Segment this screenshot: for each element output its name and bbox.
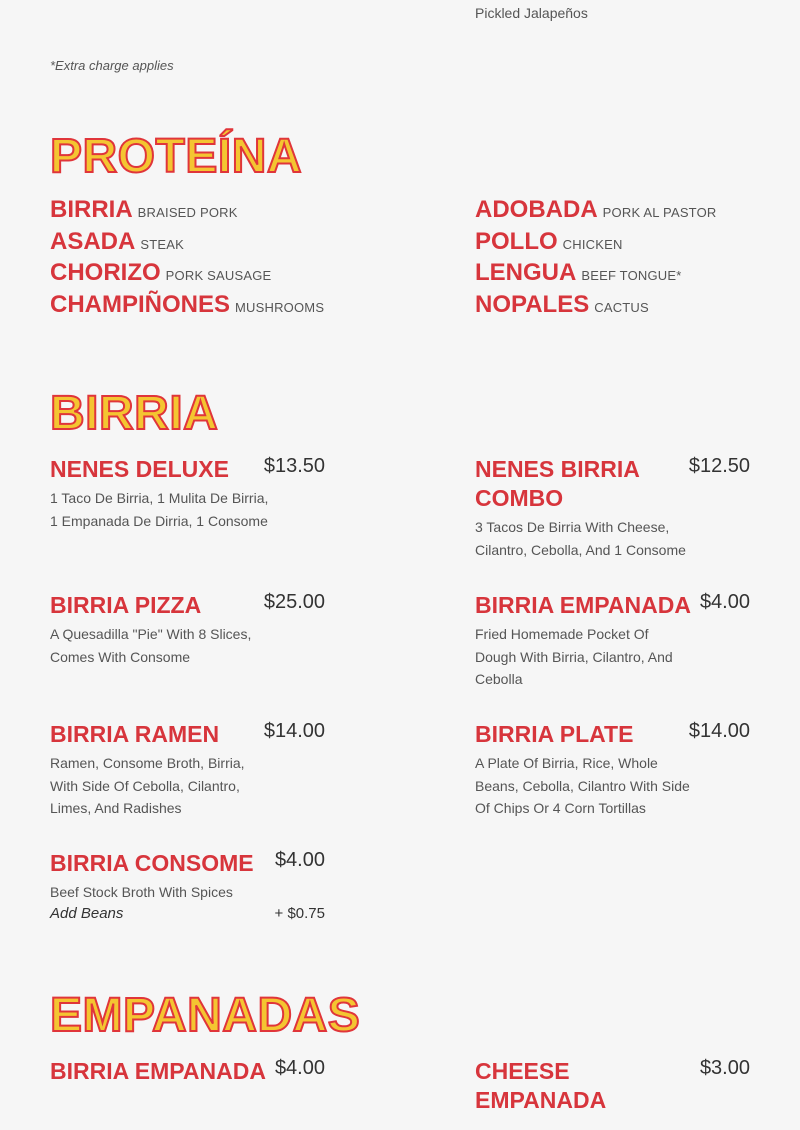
- protein-name: CHORIZO: [50, 259, 161, 286]
- addon-price: + $0.75: [274, 905, 325, 922]
- protein-name: CHAMPIÑONES: [50, 291, 231, 318]
- protein-sub: CHICKEN: [562, 237, 623, 252]
- menu-item-price: $14.00: [688, 720, 750, 742]
- menu-item-description: A Quesadilla "Pie" With 8 Slices, Comes With Consome: [50, 626, 252, 665]
- menu-item-name: BIRRIA EMPANADA: [50, 1058, 266, 1084]
- menu-item-name: CHEESE EMPANADA: [475, 1058, 607, 1113]
- protein-sub: CACTUS: [594, 300, 649, 315]
- menu-item-name: NENES BIRRIA COMBO: [475, 456, 639, 511]
- protein-name: NOPALES: [475, 291, 590, 318]
- protein-name: LENGUA: [475, 259, 577, 286]
- menu-item-name: BIRRIA RAMEN: [50, 721, 220, 747]
- section-title-proteina: PROTEÍNA: [50, 130, 303, 183]
- protein-sub: BEEF TONGUE*: [581, 268, 682, 283]
- menu-item-name: BIRRIA EMPANADA: [475, 592, 691, 618]
- menu-item-description: Beef Stock Broth With Spices: [50, 884, 233, 900]
- menu-item-price: $4.00: [699, 591, 750, 613]
- protein-item-lengua: [475, 261, 682, 285]
- protein-item-pollo: [475, 230, 623, 254]
- menu-item-price: $4.00: [274, 849, 325, 871]
- protein-sub: BRAISED PORK: [137, 205, 238, 220]
- menu-item-price: $12.50: [688, 455, 750, 477]
- protein-sub: MUSHROOMS: [235, 300, 325, 315]
- menu-item-description: 1 Taco De Birria, 1 Mulita De Birria, 1 Empanada De Dirria, 1 Consome: [50, 490, 269, 529]
- protein-name: ADOBADA: [475, 196, 598, 223]
- protein-name: ASADA: [50, 228, 136, 255]
- menu-item-price: $25.00: [263, 591, 325, 613]
- menu-item-price: $3.00: [699, 1057, 750, 1079]
- menu-item-description: Ramen, Consome Broth, Birria, With Side Of Cebolla, Cilantro, Limes, And Radishes: [50, 755, 245, 816]
- extra-charge-note: *Extra charge applies: [50, 58, 174, 73]
- menu-item-price: $4.00: [274, 1057, 325, 1079]
- protein-item-nopales: [475, 293, 649, 317]
- protein-name: POLLO: [475, 228, 558, 255]
- protein-name: BIRRIA: [50, 196, 133, 223]
- protein-item-champinones: [50, 293, 324, 317]
- pickled-jalapenos-text: Pickled Jalapeños: [475, 5, 588, 21]
- protein-item-asada: [50, 230, 184, 254]
- menu-item-name: BIRRIA CONSOME: [50, 850, 254, 876]
- protein-sub: PORK AL PASTOR: [602, 205, 717, 220]
- menu-item-name: BIRRIA PIZZA: [50, 592, 202, 618]
- protein-item-birria: [50, 198, 238, 222]
- menu-item-price: $14.00: [263, 720, 325, 742]
- menu-item-name: BIRRIA PLATE: [475, 721, 634, 747]
- protein-sub: PORK SAUSAGE: [165, 268, 272, 283]
- menu-item-description: Fried Homemade Pocket Of Dough With Birria, Cilantro, And Cebolla: [475, 626, 673, 687]
- menu-item-description: A Plate Of Birria, Rice, Whole Beans, Cebolla, Cilantro With Side Of Chips Or 4 Corn Tortillas: [475, 755, 690, 816]
- addon-label: Add Beans: [50, 905, 124, 922]
- section-title-birria: BIRRIA: [50, 387, 219, 440]
- protein-item-adobada: [475, 198, 717, 222]
- protein-item-chorizo: [50, 261, 271, 285]
- menu-item-name: NENES DELUXE: [50, 456, 229, 482]
- menu-item-description: 3 Tacos De Birria With Cheese, Cilantro, Cebolla, And 1 Consome: [475, 519, 686, 558]
- menu-item-price: $13.50: [263, 455, 325, 477]
- protein-sub: STEAK: [140, 237, 184, 252]
- section-title-empanadas: EMPANADAS: [50, 989, 361, 1042]
